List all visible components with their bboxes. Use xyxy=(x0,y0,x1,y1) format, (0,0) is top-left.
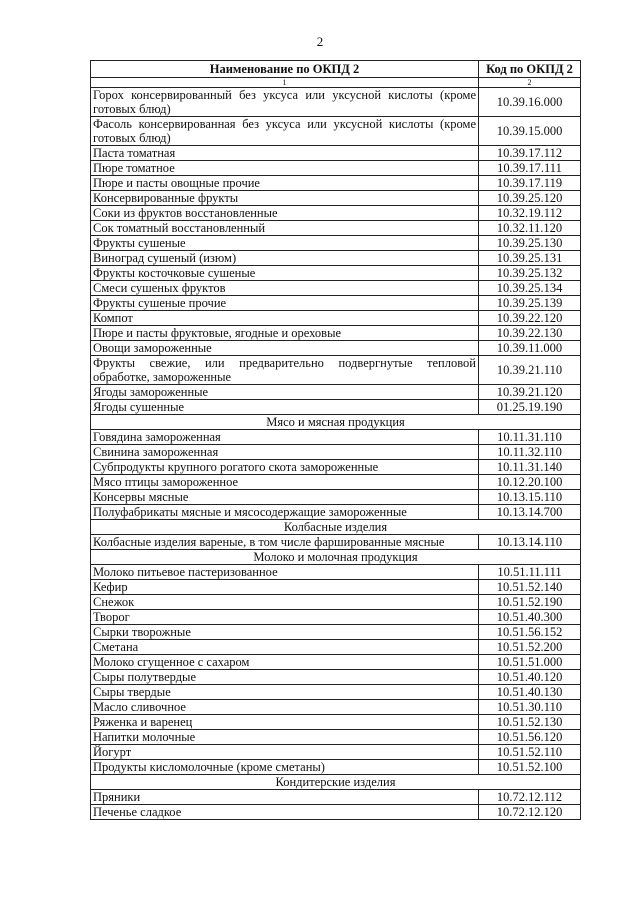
section-row xyxy=(91,775,581,790)
table-row xyxy=(91,790,581,805)
product-name-cell: Йогурт xyxy=(91,745,479,760)
table-row xyxy=(91,715,581,730)
product-name-cell: Мясо птицы замороженное xyxy=(91,475,479,490)
okpd-code-cell: 10.51.52.200 xyxy=(479,640,581,655)
section-heading: Молоко и молочная продукция xyxy=(91,550,581,565)
column-number-2: 2 xyxy=(479,78,581,88)
table-row xyxy=(91,161,581,176)
product-name-cell: Фасоль консервированная без уксуса или уксусной кислоты (кроме готовых блюд) xyxy=(91,117,479,146)
okpd-code-cell: 10.51.56.120 xyxy=(479,730,581,745)
table-row xyxy=(91,356,581,385)
table-row xyxy=(91,700,581,715)
table-row xyxy=(91,296,581,311)
table-row xyxy=(91,385,581,400)
okpd-code-cell: 10.39.25.132 xyxy=(479,266,581,281)
product-name-cell: Пюре и пасты фруктовые, ягодные и ореховые xyxy=(91,326,479,341)
product-name-cell: Ряженка и варенец xyxy=(91,715,479,730)
okpd-code-cell: 10.51.52.190 xyxy=(479,595,581,610)
okpd-code-cell: 10.51.51.000 xyxy=(479,655,581,670)
product-name-cell: Горох консервированный без уксуса или уксусной кислоты (кроме готовых блюд) xyxy=(91,88,479,117)
product-name-cell: Колбасные изделия вареные, в том числе фаршированные мясные xyxy=(91,535,479,550)
table-row xyxy=(91,505,581,520)
table-row xyxy=(91,236,581,251)
okpd-code-cell: 10.13.14.110 xyxy=(479,535,581,550)
product-name-cell: Сыры твердые xyxy=(91,685,479,700)
product-name-cell: Продукты кисломолочные (кроме сметаны) xyxy=(91,760,479,775)
product-name-cell: Сыры полутвердые xyxy=(91,670,479,685)
okpd-code-cell: 10.13.15.110 xyxy=(479,490,581,505)
table-row xyxy=(91,311,581,326)
okpd-code-cell: 10.51.40.300 xyxy=(479,610,581,625)
section-heading: Мясо и мясная продукция xyxy=(91,415,581,430)
okpd-code-cell: 10.39.15.000 xyxy=(479,117,581,146)
table-row xyxy=(91,625,581,640)
okpd-code-cell: 10.39.22.120 xyxy=(479,311,581,326)
okpd-table xyxy=(90,60,581,820)
product-name-cell: Пюре томатное xyxy=(91,161,479,176)
table-row xyxy=(91,460,581,475)
table-row xyxy=(91,445,581,460)
table-row xyxy=(91,640,581,655)
okpd-code-cell: 10.39.25.131 xyxy=(479,251,581,266)
product-name-cell: Сметана xyxy=(91,640,479,655)
table-row xyxy=(91,281,581,296)
product-name-cell: Масло сливочное xyxy=(91,700,479,715)
product-name-cell: Снежок xyxy=(91,595,479,610)
product-name-cell: Полуфабрикаты мясные и мясосодержащие замороженные xyxy=(91,505,479,520)
table-row xyxy=(91,670,581,685)
product-name-cell: Консервы мясные xyxy=(91,490,479,505)
table-row xyxy=(91,176,581,191)
table-row xyxy=(91,745,581,760)
table-row xyxy=(91,730,581,745)
okpd-code-cell: 10.32.11.120 xyxy=(479,221,581,236)
table-row xyxy=(91,595,581,610)
product-name-cell: Творог xyxy=(91,610,479,625)
page-number: 2 xyxy=(316,34,324,49)
okpd-code-cell: 10.51.11.111 xyxy=(479,565,581,580)
table-row xyxy=(91,326,581,341)
table-row xyxy=(91,610,581,625)
table-header-row xyxy=(91,61,581,78)
product-name-cell: Фрукты свежие, или предварительно подвергнутые тепловой обработке, замороженные xyxy=(91,356,479,385)
table-row xyxy=(91,535,581,550)
okpd-code-cell: 10.51.40.130 xyxy=(479,685,581,700)
product-name-cell: Ягоды замороженные xyxy=(91,385,479,400)
table-row xyxy=(91,117,581,146)
product-name-cell: Компот xyxy=(91,311,479,326)
product-name-cell: Консервированные фрукты xyxy=(91,191,479,206)
okpd-code-cell: 10.51.52.110 xyxy=(479,745,581,760)
product-name-cell: Молоко питьевое пастеризованное xyxy=(91,565,479,580)
okpd-code-cell: 10.39.21.110 xyxy=(479,356,581,385)
table-row xyxy=(91,805,581,820)
product-name-cell: Овощи замороженные xyxy=(91,341,479,356)
product-name-cell: Напитки молочные xyxy=(91,730,479,745)
okpd-code-cell: 10.11.31.110 xyxy=(479,430,581,445)
product-name-cell: Сырки творожные xyxy=(91,625,479,640)
product-name-cell: Молоко сгущенное с сахаром xyxy=(91,655,479,670)
table-body xyxy=(91,88,581,820)
product-name-cell: Смеси сушеных фруктов xyxy=(91,281,479,296)
okpd-code-cell: 10.39.11.000 xyxy=(479,341,581,356)
okpd-code-cell: 10.39.25.139 xyxy=(479,296,581,311)
okpd-code-cell: 01.25.19.190 xyxy=(479,400,581,415)
product-name-cell: Соки из фруктов восстановленные xyxy=(91,206,479,221)
table-row xyxy=(91,685,581,700)
okpd-code-cell: 10.32.19.112 xyxy=(479,206,581,221)
okpd-code-cell: 10.51.40.120 xyxy=(479,670,581,685)
table-row xyxy=(91,251,581,266)
okpd-code-cell: 10.39.17.111 xyxy=(479,161,581,176)
okpd-code-cell: 10.39.25.130 xyxy=(479,236,581,251)
table-row xyxy=(91,146,581,161)
okpd-code-cell: 10.11.32.110 xyxy=(479,445,581,460)
table-row xyxy=(91,490,581,505)
product-name-cell: Паста томатная xyxy=(91,146,479,161)
table-row xyxy=(91,430,581,445)
column-number-row xyxy=(91,78,581,88)
header-code: Код по ОКПД 2 xyxy=(479,61,581,78)
product-name-cell: Пряники xyxy=(91,790,479,805)
table-row xyxy=(91,88,581,117)
okpd-code-cell: 10.39.22.130 xyxy=(479,326,581,341)
okpd-code-cell: 10.39.25.120 xyxy=(479,191,581,206)
column-number-1: 1 xyxy=(91,78,479,88)
section-row xyxy=(91,520,581,535)
section-heading: Кондитерские изделия xyxy=(91,775,581,790)
product-name-cell: Пюре и пасты овощные прочие xyxy=(91,176,479,191)
product-name-cell: Сок томатный восстановленный xyxy=(91,221,479,236)
table-row xyxy=(91,266,581,281)
okpd-code-cell: 10.11.31.140 xyxy=(479,460,581,475)
product-name-cell: Кефир xyxy=(91,580,479,595)
okpd-code-cell: 10.51.30.110 xyxy=(479,700,581,715)
product-name-cell: Фрукты сушеные xyxy=(91,236,479,251)
header-name: Наименование по ОКПД 2 xyxy=(91,61,479,78)
product-name-cell: Виноград сушеный (изюм) xyxy=(91,251,479,266)
okpd-code-cell: 10.13.14.700 xyxy=(479,505,581,520)
okpd-code-cell: 10.72.12.120 xyxy=(479,805,581,820)
table-row xyxy=(91,475,581,490)
table-row xyxy=(91,191,581,206)
table-row xyxy=(91,655,581,670)
okpd-code-cell: 10.12.20.100 xyxy=(479,475,581,490)
section-heading: Колбасные изделия xyxy=(91,520,581,535)
okpd-code-cell: 10.39.25.134 xyxy=(479,281,581,296)
okpd-code-cell: 10.39.17.112 xyxy=(479,146,581,161)
table-row xyxy=(91,760,581,775)
table-row xyxy=(91,341,581,356)
okpd-code-cell: 10.39.21.120 xyxy=(479,385,581,400)
okpd-code-cell: 10.51.56.152 xyxy=(479,625,581,640)
section-row xyxy=(91,415,581,430)
table-row xyxy=(91,580,581,595)
product-name-cell: Свинина замороженная xyxy=(91,445,479,460)
table-row xyxy=(91,400,581,415)
product-name-cell: Печенье сладкое xyxy=(91,805,479,820)
okpd-code-cell: 10.51.52.130 xyxy=(479,715,581,730)
table-row xyxy=(91,565,581,580)
product-name-cell: Фрукты сушеные прочие xyxy=(91,296,479,311)
okpd-code-cell: 10.39.17.119 xyxy=(479,176,581,191)
table-row xyxy=(91,221,581,236)
product-name-cell: Говядина замороженная xyxy=(91,430,479,445)
product-name-cell: Ягоды сушенные xyxy=(91,400,479,415)
section-row xyxy=(91,550,581,565)
product-name-cell: Фрукты косточковые сушеные xyxy=(91,266,479,281)
product-name-cell: Субпродукты крупного рогатого скота замороженные xyxy=(91,460,479,475)
okpd-code-cell: 10.51.52.140 xyxy=(479,580,581,595)
okpd-code-cell: 10.72.12.112 xyxy=(479,790,581,805)
table-row xyxy=(91,206,581,221)
okpd-code-cell: 10.51.52.100 xyxy=(479,760,581,775)
okpd-code-cell: 10.39.16.000 xyxy=(479,88,581,117)
